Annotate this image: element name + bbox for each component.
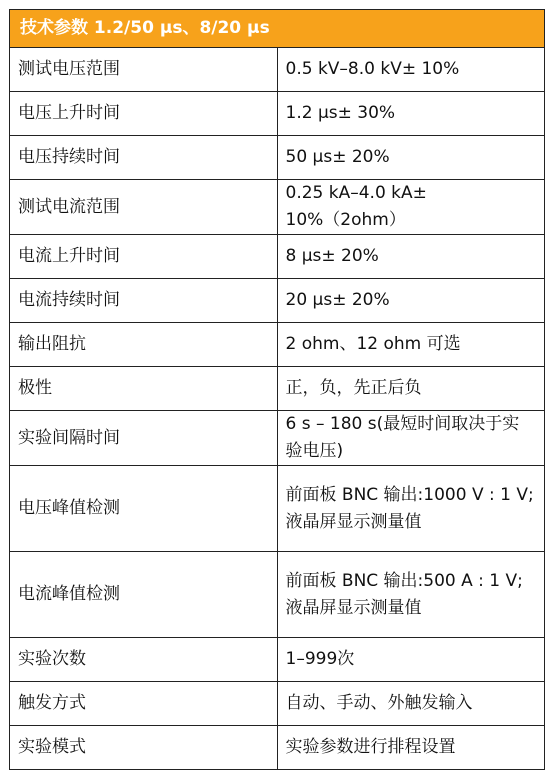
param-name: 实验模式	[10, 726, 278, 770]
table-row	[10, 411, 545, 466]
table-row	[10, 48, 545, 92]
param-value: 6 s – 180 s(最短时间取决于实验电压)	[277, 411, 545, 466]
param-name: 测试电压范围	[10, 48, 278, 92]
spec-table	[9, 9, 545, 770]
param-name: 实验间隔时间	[10, 411, 278, 466]
param-name: 电压持续时间	[10, 136, 278, 180]
table-row	[10, 638, 545, 682]
param-name: 电压峰值检测	[10, 466, 278, 552]
param-value: 20 µs± 20%	[277, 279, 545, 323]
table-row	[10, 682, 545, 726]
param-name: 电流上升时间	[10, 235, 278, 279]
param-name: 电压上升时间	[10, 92, 278, 136]
table-row	[10, 136, 545, 180]
table-row	[10, 726, 545, 770]
param-value: 前面板 BNC 输出:500 A : 1 V; 液晶屏显示测量值	[277, 552, 545, 638]
param-value: 2 ohm、12 ohm 可选	[277, 323, 545, 367]
table-row	[10, 552, 545, 638]
param-value: 1.2 µs± 30%	[277, 92, 545, 136]
param-value: 1–999次	[277, 638, 545, 682]
param-name: 电流峰值检测	[10, 552, 278, 638]
param-name: 实验次数	[10, 638, 278, 682]
param-value: 0.5 kV–8.0 kV± 10%	[277, 48, 545, 92]
table-header: 技术参数 1.2/50 µs、8/20 µs	[10, 10, 545, 48]
param-value: 50 µs± 20%	[277, 136, 545, 180]
param-name: 测试电流范围	[10, 180, 278, 235]
param-value: 8 µs± 20%	[277, 235, 545, 279]
table-row	[10, 367, 545, 411]
param-name: 电流持续时间	[10, 279, 278, 323]
param-value: 前面板 BNC 输出:1000 V : 1 V; 液晶屏显示测量值	[277, 466, 545, 552]
table-row	[10, 279, 545, 323]
param-name: 触发方式	[10, 682, 278, 726]
table-row	[10, 323, 545, 367]
param-value: 自动、手动、外触发输入	[277, 682, 545, 726]
table-row	[10, 92, 545, 136]
table-row	[10, 180, 545, 235]
param-value: 0.25 kA–4.0 kA± 10%（2ohm）	[277, 180, 545, 235]
table-row	[10, 466, 545, 552]
param-value: 实验参数进行排程设置	[277, 726, 545, 770]
spec-sheet	[9, 9, 545, 770]
param-value: 正，负，先正后负	[277, 367, 545, 411]
table-row	[10, 235, 545, 279]
param-name: 输出阻抗	[10, 323, 278, 367]
param-name: 极性	[10, 367, 278, 411]
